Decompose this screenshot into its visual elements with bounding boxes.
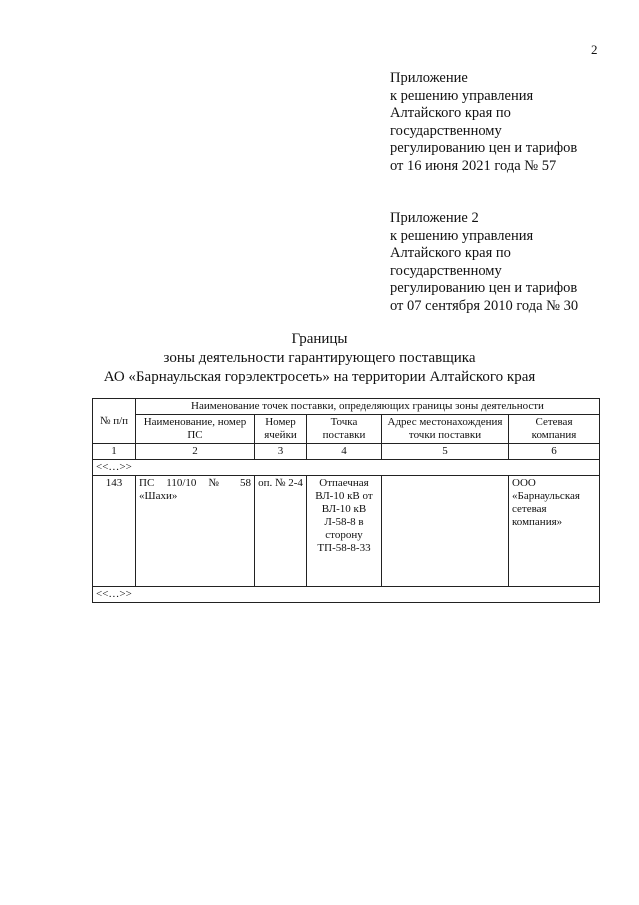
ellipsis-row xyxy=(93,460,600,476)
header-cell: Номер ячейки xyxy=(255,415,307,444)
header-company: Сетевая компания xyxy=(509,415,600,444)
appendix-header-2 xyxy=(390,210,578,315)
row-num: 143 xyxy=(93,476,136,587)
row-point: Отпаечная ВЛ-10 кВ от ВЛ-10 кВ Л-58-8 в сторону ТП-58-8-33 xyxy=(307,476,382,587)
column-number: 1 xyxy=(93,444,136,460)
table-row xyxy=(93,476,600,587)
delivery-points-table xyxy=(92,398,600,603)
title-line: зоны деятельности гарантирующего поставщика xyxy=(163,350,476,366)
title-line: АО «Барнаульская горэлектросеть» на территории Алтайского края xyxy=(103,369,536,385)
ps-name-line: ПС 110/10 № 58 xyxy=(139,477,251,489)
appendix-line: Алтайского края по xyxy=(390,245,511,261)
column-number: 2 xyxy=(136,444,255,460)
column-number: 6 xyxy=(509,444,600,460)
appendix-line: регулированию цен и тарифов xyxy=(390,140,578,156)
table-header-row xyxy=(93,415,600,444)
column-number: 3 xyxy=(255,444,307,460)
appendix-line: Алтайского края по xyxy=(390,105,511,121)
appendix-line: регулированию цен и тарифов xyxy=(390,280,578,296)
ellipsis-marker: <<…>> xyxy=(93,460,600,476)
header-point: Точка поставки xyxy=(307,415,382,444)
ellipsis-marker: <<…>> xyxy=(93,587,600,603)
appendix-line: от 16 июня 2021 года № 57 xyxy=(390,157,557,174)
appendix-line: Приложение 2 xyxy=(390,210,479,226)
appendix-line: к решению управления xyxy=(390,87,534,104)
page-number: 2 xyxy=(591,42,598,57)
row-cell: оп. № 2-4 xyxy=(255,476,307,587)
appendix-line: Приложение xyxy=(390,70,468,86)
document-title xyxy=(0,330,639,387)
title-line: Границы xyxy=(291,331,348,347)
row-address xyxy=(382,476,509,587)
column-number: 5 xyxy=(382,444,509,460)
appendix-line: государственному xyxy=(390,122,502,139)
header-group: Наименование точек поставки, определяющих границы зоны деятельности xyxy=(136,399,600,415)
appendix-header-1 xyxy=(390,70,577,175)
ps-name-line: «Шахи» xyxy=(139,490,178,502)
appendix-line: от 07 сентября 2010 года № 30 xyxy=(390,297,579,314)
column-numbers-row xyxy=(93,444,600,460)
table-header-row xyxy=(93,399,600,415)
header-ps-name: Наименование, номер ПС xyxy=(136,415,255,444)
ellipsis-row xyxy=(93,587,600,603)
header-address: Адрес местонахождения точки поставки xyxy=(382,415,509,444)
row-ps-name xyxy=(136,476,255,587)
appendix-line: к решению управления xyxy=(390,227,534,244)
header-num: № п/п xyxy=(93,399,136,444)
row-company: ООО «Барнаульская сетевая компания» xyxy=(509,476,600,587)
appendix-line: государственному xyxy=(390,262,502,279)
column-number: 4 xyxy=(307,444,382,460)
